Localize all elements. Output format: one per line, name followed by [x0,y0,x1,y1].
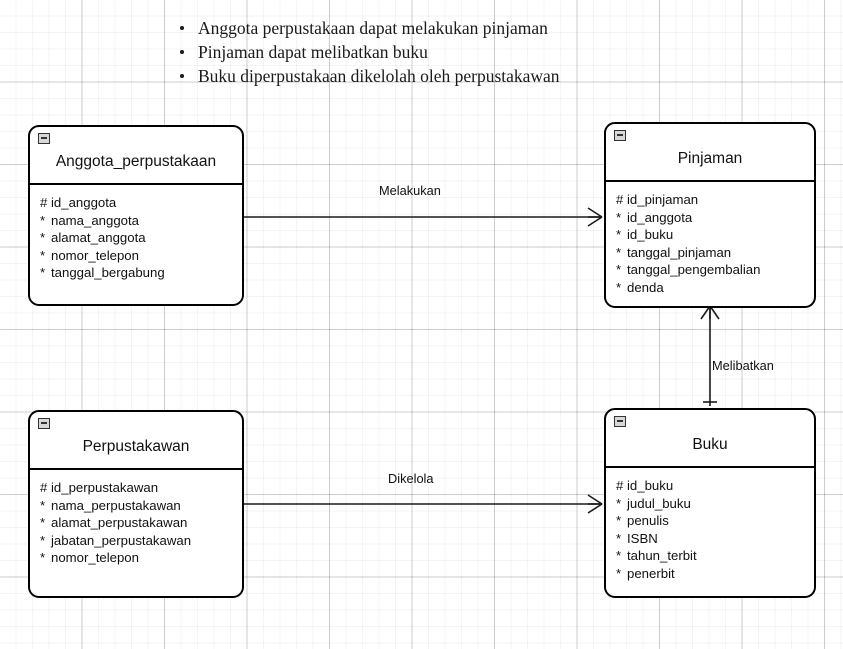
attribute-row [616,226,814,244]
attribute-row [616,477,814,495]
attribute-marker: * [40,532,46,548]
attribute-label: id_pinjaman [627,192,699,207]
entity-attribute-list [606,182,814,297]
attribute-row [616,244,814,262]
attribute-marker: * [616,495,622,511]
attribute-label: id_anggota [627,209,693,225]
attribute-marker: * [40,230,46,246]
attribute-marker: * [616,548,622,564]
note-text: Buku diperpustakaan dikelolah oleh perpustakawan [198,66,560,86]
entity-perpustakawan[interactable] [28,410,244,598]
attribute-label: id_anggota [51,195,117,210]
collapse-minus-icon[interactable] [614,416,626,427]
attribute-row [40,549,242,567]
attribute-marker: * [616,279,622,295]
attribute-marker: * [40,550,46,566]
entity-title: Anggota_perpustakaan [55,153,217,170]
note-item [176,16,776,40]
entity-header [606,124,814,182]
attribute-label: alamat_perpustakawan [51,515,188,531]
note-item [176,64,776,88]
relationship-line-dikelola[interactable] [236,490,608,518]
attribute-marker: * [616,227,622,243]
entity-attribute-list [606,468,814,583]
attribute-label: nama_anggota [51,212,139,228]
entity-header [606,410,814,468]
entity-header [30,127,242,185]
attribute-marker: * [616,262,622,278]
note-text: Anggota perpustakaan dapat melakukan pinjaman [198,18,548,38]
attribute-marker: # [616,478,624,493]
attribute-row [40,264,242,282]
relationship-label-melibatkan: Melibatkan [712,358,774,373]
attribute-row [40,229,242,247]
attribute-marker: * [616,209,622,225]
attribute-marker: * [40,247,46,263]
attribute-row [616,279,814,297]
attribute-label: tanggal_pengembalian [627,262,761,278]
attribute-marker: * [616,565,622,581]
attribute-label: ISBN [627,530,658,546]
attribute-row [616,261,814,279]
attribute-row [40,212,242,230]
attribute-row [616,191,814,209]
note-text: Pinjaman dapat melibatkan buku [198,42,428,62]
attribute-marker: * [616,530,622,546]
attribute-marker: * [40,212,46,228]
bullet-icon [180,50,184,54]
attribute-marker: * [40,515,46,531]
attribute-label: tanggal_pinjaman [627,244,732,260]
bullet-icon [180,74,184,78]
relationship-line-melakukan[interactable] [236,203,608,231]
entity-attribute-list [30,185,242,282]
attribute-row [616,547,814,565]
attribute-label: id_buku [627,478,674,493]
attribute-row [616,495,814,513]
attribute-label: id_buku [627,227,674,243]
entity-anggota-perpustakaan[interactable] [28,125,244,306]
attribute-label: nama_perpustakawan [51,497,181,513]
attribute-row [616,512,814,530]
entity-title: Perpustakawan [82,438,190,455]
attribute-label: jabatan_perpustakawan [51,532,192,548]
attribute-label: penulis [627,513,669,529]
attribute-label: tahun_terbit [627,548,697,564]
entity-buku[interactable] [604,408,816,598]
collapse-minus-icon[interactable] [38,133,50,144]
relationship-label-melakukan: Melakukan [379,183,441,198]
entity-attribute-list [30,470,242,567]
attribute-label: nomor_telepon [51,247,139,263]
attribute-row [40,532,242,550]
attribute-row [616,209,814,227]
bullet-icon [180,26,184,30]
notes-list [176,16,776,88]
attribute-label: tanggal_bergabung [51,265,165,281]
collapse-minus-icon[interactable] [614,130,626,141]
attribute-marker: * [616,244,622,260]
attribute-marker: * [40,497,46,513]
attribute-marker: # [616,192,624,207]
attribute-row [616,565,814,583]
attribute-label: penerbit [627,565,675,581]
attribute-label: judul_buku [627,495,691,511]
entity-title: Pinjaman [677,150,743,167]
collapse-minus-icon[interactable] [38,418,50,429]
attribute-row [616,530,814,548]
attribute-marker: # [40,195,48,210]
attribute-marker: # [40,480,48,495]
attribute-row [40,497,242,515]
relationship-label-dikelola: Dikelola [388,471,434,486]
attribute-row [40,514,242,532]
attribute-label: alamat_anggota [51,230,146,246]
attribute-row [40,194,242,212]
entity-title: Buku [692,436,728,453]
attribute-row [40,479,242,497]
attribute-label: nomor_telepon [51,550,139,566]
entity-header [30,412,242,470]
attribute-marker: * [616,513,622,529]
attribute-label: denda [627,279,664,295]
attribute-label: id_perpustakawan [51,480,159,495]
attribute-marker: * [40,265,46,281]
entity-pinjaman[interactable] [604,122,816,308]
note-item [176,40,776,64]
attribute-row [40,247,242,265]
